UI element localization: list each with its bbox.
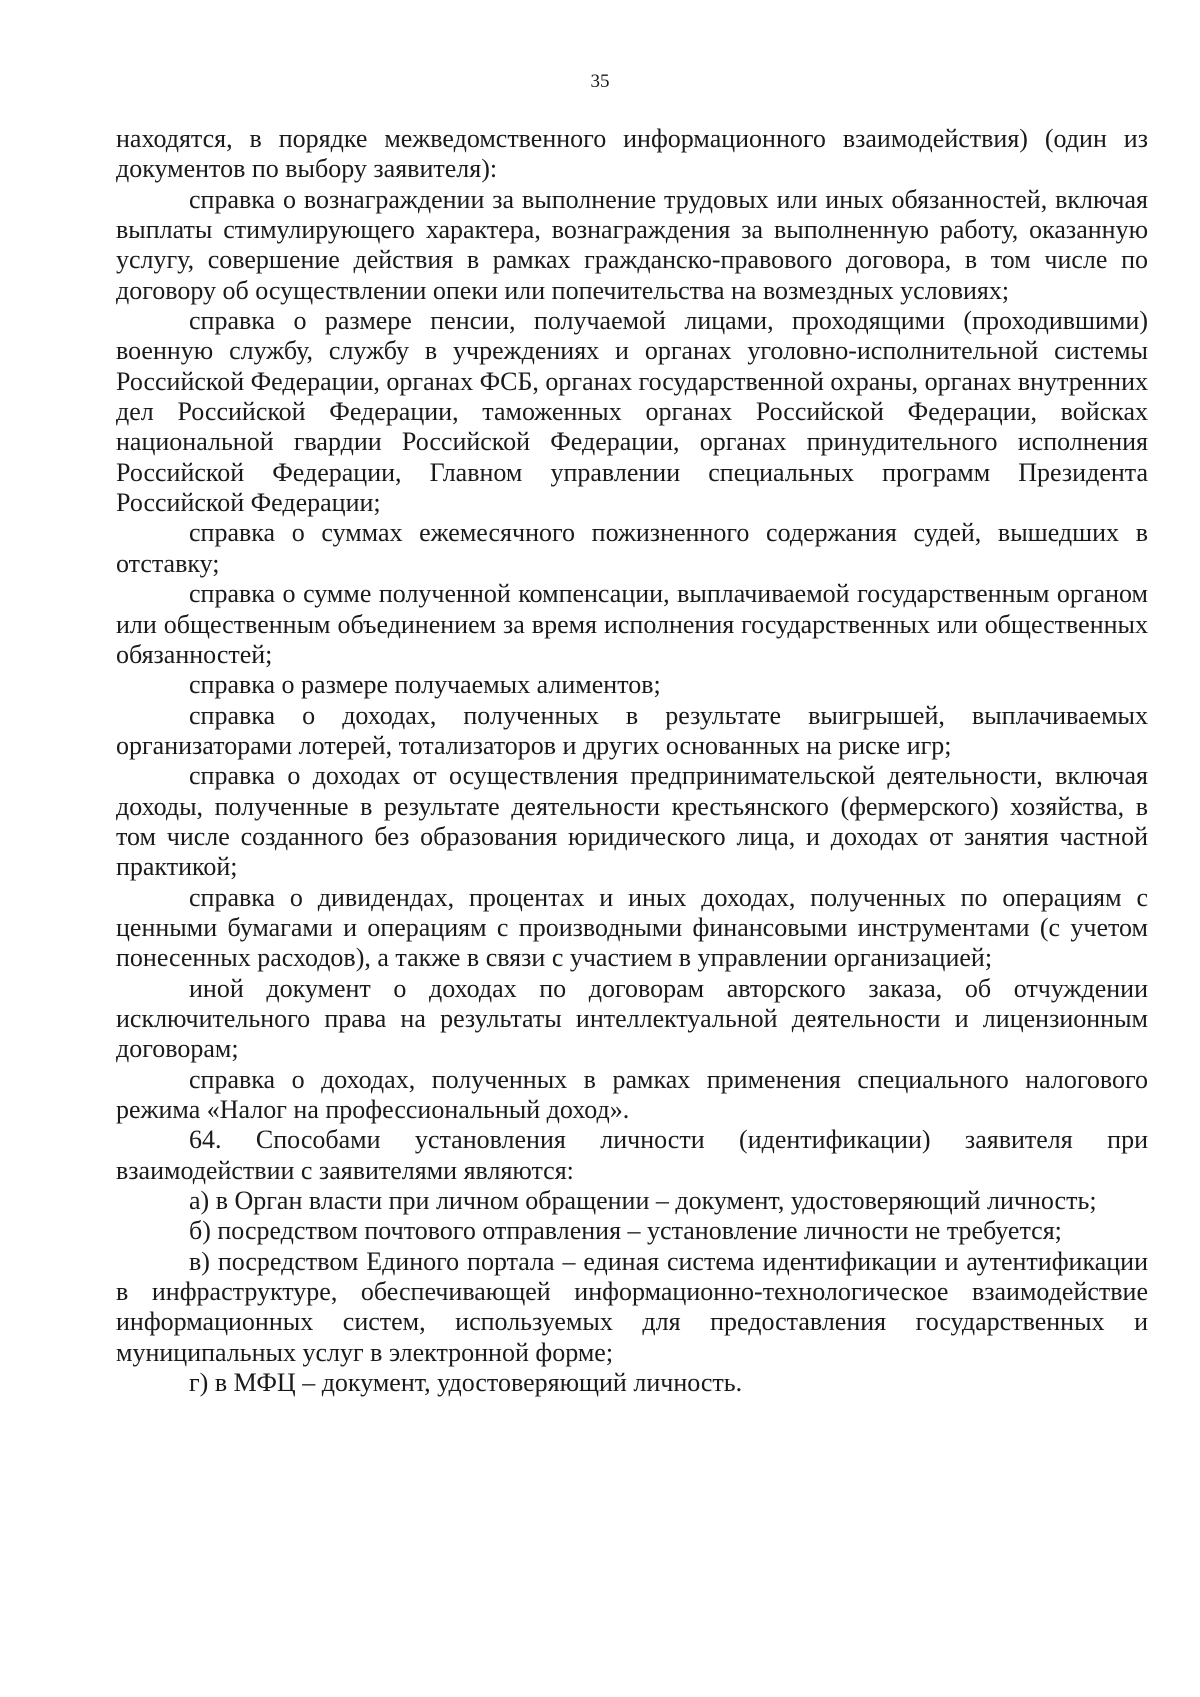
document-body [116,124,1148,1398]
paragraph-continuation: находятся, в порядке межведомственного информационного взаимодействия) (один из документов по выбору заявителя): [116,124,1148,184]
paragraph-professional-income-tax-certificate: справка о доходах, полученных в рамках применения специального налогового режима «Налог на профессиональный доход». [116,1064,1148,1124]
paragraph-dividends-certificate: справка о дивидендах, процентах и иных доходах, полученных по операциям с ценными бумагами и операциям с производными финансовыми инструментами (с учетом понесенных расходов), а также в связи с участием в управлении организацией; [116,882,1148,973]
paragraph-compensation-certificate: справка о сумме полученной компенсации, выплачиваемой государственным органом или общественным объединением за время исполнения государственных или общественных обязанностей; [116,579,1148,669]
paragraph-business-income-certificate: справка о доходах от осуществления предпринимательской деятельности, включая доходы, полученные в результате деятельности крестьянского (фермерского) хозяйства, в том числе созданного без образования юридического лица, и доходах от занятия частной практикой; [116,761,1148,882]
list-item-b: б) посредством почтового отправления – установление личности не требуется; [189,1216,1062,1246]
paragraph-judges-allowance-certificate: справка о суммах ежемесячного пожизненного содержания судей, вышедших в отставку; [116,518,1148,578]
paragraph-winnings-certificate: справка о доходах, полученных в результате выигрышей, выплачиваемых организаторами лотерей, тотализаторов и других основанных на риске игр; [116,700,1148,760]
list-item-v: в) посредством Единого портала – единая система идентификации и аутентификации в инфраструктуре, обеспечивающей информационно-технологическое взаимодействие информационных систем, используемых для предоставления государственных и муниципальных услуг в электронной форме; [116,1246,1148,1367]
list-item-g: г) в МФЦ – документ, удостоверяющий личность. [189,1368,743,1398]
list-item-a: а) в Орган власти при личном обращении – документ, удостоверяющий личность; [189,1186,1097,1216]
paragraph-remuneration-certificate: справка о вознаграждении за выполнение трудовых или иных обязанностей, включая выплаты стимулирующего характера, вознаграждения за выполненную работу, оказанную услугу, совершение действия в рамках гражданско-правового договора, в том числе по договору об осуществлении опеки или попечительства на возмездных условиях; [116,184,1148,305]
paragraph-pension-certificate: справка о размере пенсии, получаемой лицами, проходящими (проходившими) военную службу, службу в учреждениях и органах уголовно-исполнительной системы Российской Федерации, органах ФСБ, органах государственной охраны, органах внутренних дел Российской Федерации, таможенных органах Российской Федерации, войсках национальной гвардии Российской Федерации, органах принудительного исполнения Российской Федерации, Главном управлении специальных программ Президента Российской Федерации; [116,306,1148,518]
paragraph-copyright-income-document: иной документ о доходах по договорам авторского заказа, об отчуждении исключительного права на результаты интеллектуальной деятельности и лицензионным договорам; [116,973,1148,1064]
paragraph-clause-64: 64. Способами установления личности (идентификации) заявителя при взаимодействии с заявителями являются: [116,1125,1148,1185]
paragraph-alimony-certificate: справка о размере получаемых алиментов; [189,670,661,700]
page-number: 35 [590,71,610,92]
